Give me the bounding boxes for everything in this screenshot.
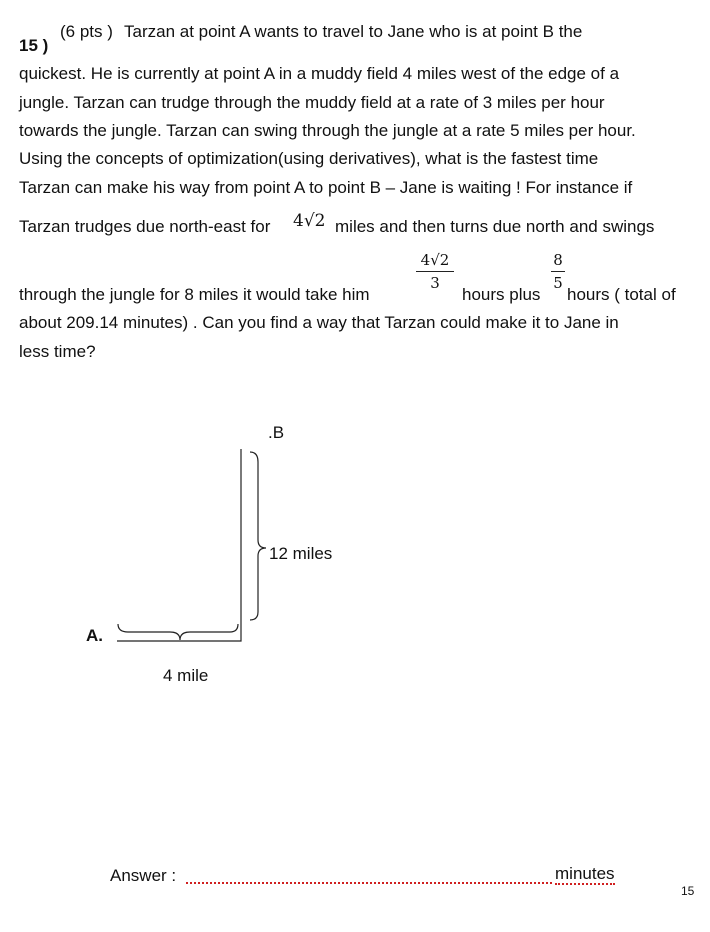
horizontal-brace — [118, 624, 238, 640]
answer-unit: minutes — [555, 864, 615, 883]
question-text-line-1: Tarzan at point A wants to travel to Jane who is at point B the — [124, 22, 583, 41]
fraction-swing-numerator: 8 — [553, 251, 563, 269]
point-a-label: A. — [86, 626, 103, 645]
page-number: 15 — [681, 884, 695, 898]
question-text-line-5: Using the concepts of optimization(using derivatives), what is the fastest time — [19, 149, 599, 168]
answer-field[interactable] — [186, 882, 552, 884]
vertical-brace — [250, 452, 266, 620]
fraction-trudge-denominator: 3 — [430, 274, 440, 292]
point-b-label: .B — [268, 423, 285, 442]
question-text-line-9: about 209.14 minutes) . Can you find a way that Tarzan could make it to Jane in — [19, 313, 619, 332]
question-text-line-8b: hours plus — [462, 285, 541, 304]
answer-label: Answer : — [110, 866, 177, 885]
question-text-line-8c: hours ( total of — [567, 285, 676, 304]
question-number: 15 ) — [19, 36, 49, 55]
question-text-line-2: quickest. He is currently at point A in a muddy field 4 miles west of the edge of a — [19, 64, 620, 83]
fraction-swing-denominator: 5 — [553, 274, 563, 292]
route-line — [117, 449, 241, 641]
question-text-line-6: Tarzan can make his way from point A to point B – Jane is waiting ! For instance if — [19, 178, 633, 197]
question-text-line-8a: through the jungle for 8 miles it would take him — [19, 285, 370, 304]
question-points: (6 pts ) — [60, 22, 113, 41]
vertical-distance-label: 12 miles — [269, 544, 333, 563]
fraction-trudge-numerator: 4√2 — [420, 251, 450, 269]
question-text-line-4: towards the jungle. Tarzan can swing through the jungle at a rate 5 miles per hour. — [19, 121, 636, 140]
question-text-line-7a: Tarzan trudges due north-east for — [19, 217, 271, 236]
math-four-root-two: 4√2 — [293, 211, 326, 231]
question-text-line-10: less time? — [19, 342, 96, 361]
question-text-line-3: jungle. Tarzan can trudge through the muddy field at a rate of 3 miles per hour — [19, 93, 605, 112]
horizontal-distance-label: 4 mile — [163, 666, 209, 685]
question-text-line-7b: miles and then turns due north and swings — [335, 217, 655, 236]
